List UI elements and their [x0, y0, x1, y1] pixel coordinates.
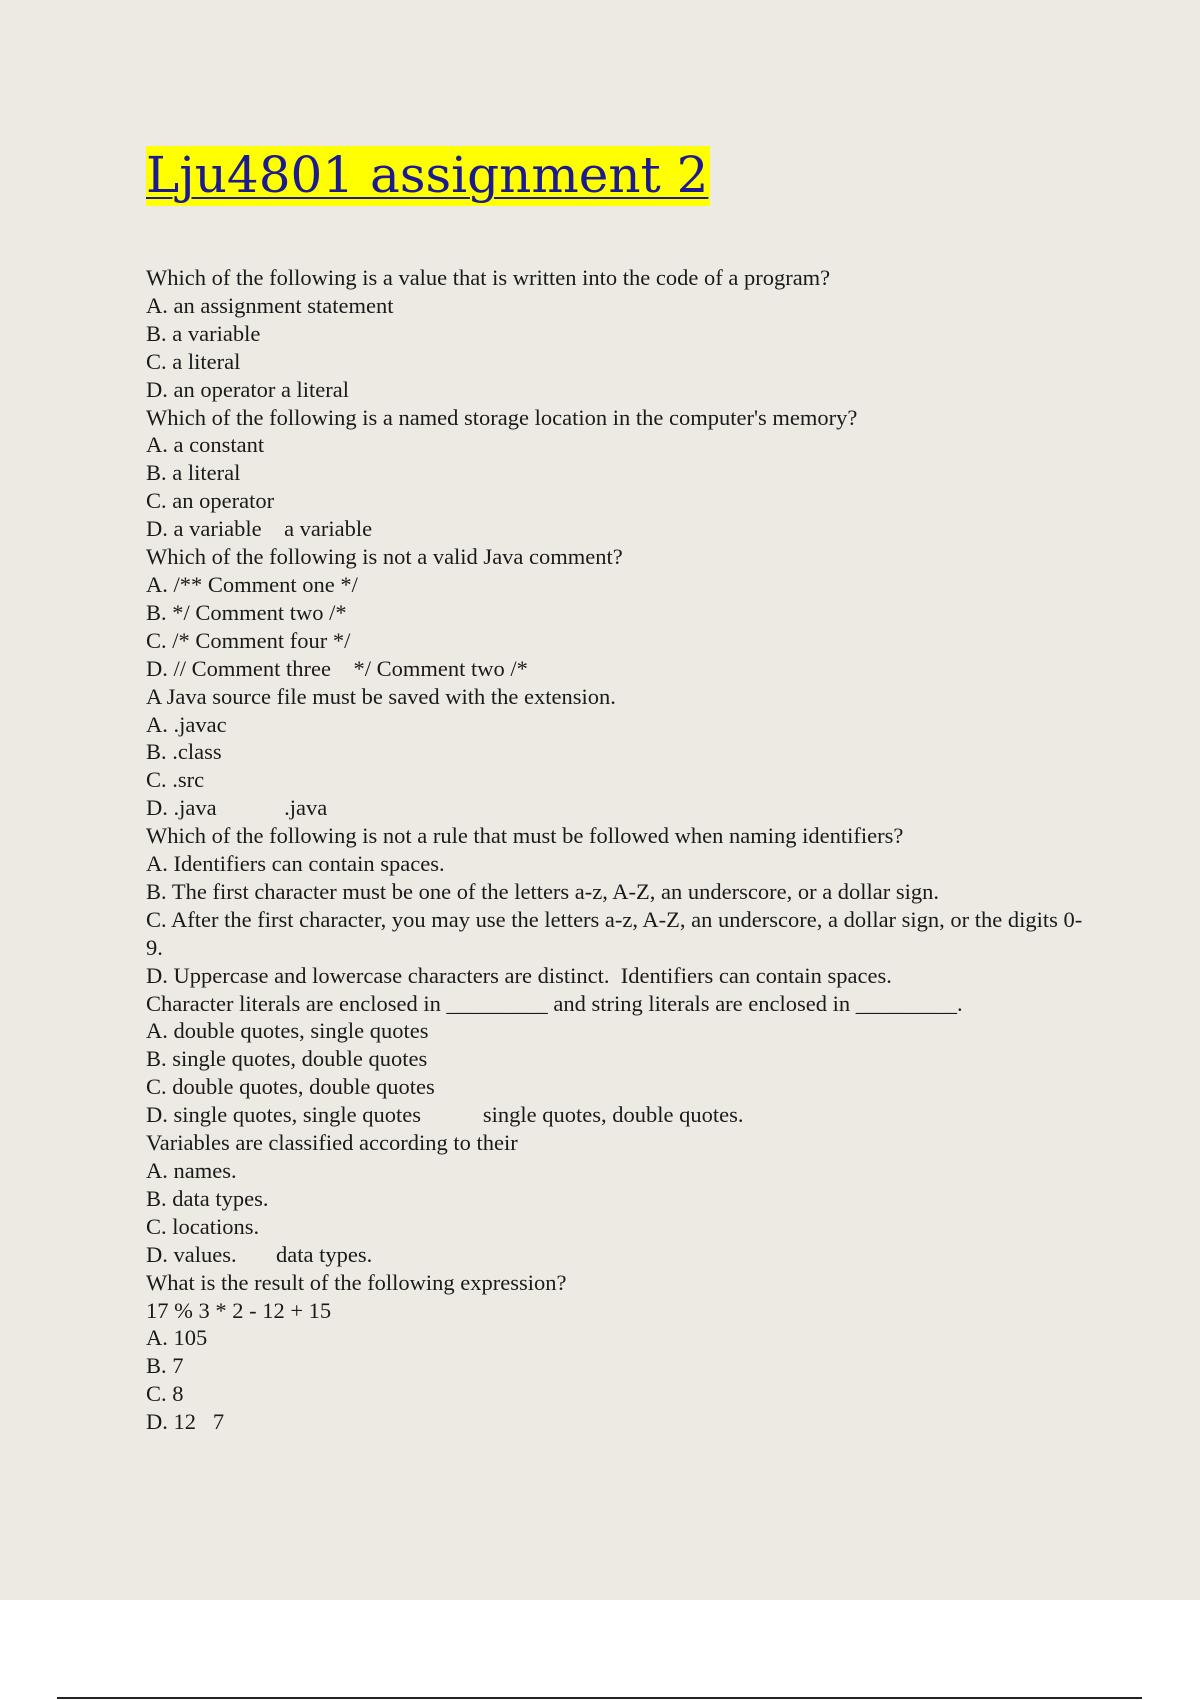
question-3-option-b: B. */ Comment two /*	[146, 599, 347, 625]
question-3-option-d: D. // Comment three */ Comment two /*	[146, 655, 528, 681]
question-8-option-a: A. 105	[146, 1325, 208, 1351]
question-7-text: Variables are classified according to their	[146, 1130, 518, 1156]
question-1-option-d: D. an operator a literal	[146, 376, 350, 402]
question-8-expression: 17 % 3 * 2 - 12 + 15	[146, 1297, 332, 1323]
question-1-option-b: B. a variable	[146, 320, 261, 346]
question-5-text: Which of the following is not a rule that must be followed when naming identifiers?	[146, 823, 904, 849]
question-1-text: Which of the following is a value that is written into the code of a program?	[146, 265, 831, 290]
question-5-option-b: B. The first character must be one of the letters a-z, A-Z, an underscore, or a dollar sign.	[146, 878, 940, 904]
question-4-option-a: A. .javac	[146, 711, 227, 737]
question-1-option-a: A. an assignment statement	[146, 292, 394, 318]
question-6-option-b: B. single quotes, double quotes	[146, 1046, 428, 1072]
question-6-option-c: C. double quotes, double quotes	[146, 1074, 435, 1100]
question-8-option-c: C. 8	[146, 1381, 184, 1407]
question-3-option-a: A. /** Comment one */	[146, 571, 358, 597]
footer-divider	[57, 1697, 1142, 1699]
question-7-option-b: B. data types.	[146, 1185, 269, 1211]
question-6-option-d: D. single quotes, single quotes single quotes, double quotes.	[146, 1102, 744, 1128]
question-2-option-d: D. a variable a variable	[146, 516, 373, 542]
question-2-option-c: C. an operator	[146, 488, 275, 514]
question-list	[146, 264, 1096, 1436]
document-title: Lju4801 assignment 2	[146, 146, 709, 204]
question-6-text: Character literals are enclosed in _________ and string literals are enclosed in _________.	[146, 990, 963, 1016]
question-4-text: A Java source file must be saved with the extension.	[146, 683, 616, 709]
question-4-option-d: D. .java .java	[146, 795, 328, 821]
question-2-option-a: A. a constant	[146, 432, 265, 458]
question-5-option-c: C. After the first character, you may use the letters a-z, A-Z, an underscore, a dollar sign, or the digits 0-9.	[146, 906, 1083, 960]
question-8-text: What is the result of the following expression?	[146, 1269, 567, 1295]
question-5-option-d: D. Uppercase and lowercase characters are distinct. Identifiers can contain spaces.	[146, 962, 892, 988]
question-2-option-b: B. a literal	[146, 460, 241, 486]
question-4-option-b: B. .class	[146, 739, 222, 765]
question-4-option-c: C. .src	[146, 767, 205, 793]
question-1-option-c: C. a literal	[146, 348, 241, 374]
question-7-option-c: C. locations.	[146, 1213, 260, 1239]
question-7-option-d: D. values. data types.	[146, 1241, 373, 1267]
question-3-text: Which of the following is not a valid Java comment?	[146, 544, 623, 570]
question-7-option-a: A. names.	[146, 1158, 237, 1183]
question-8-option-b: B. 7	[146, 1353, 184, 1379]
question-5-option-a: A. Identifiers can contain spaces.	[146, 851, 445, 877]
question-3-option-c: C. /* Comment four */	[146, 627, 351, 653]
question-6-option-a: A. double quotes, single quotes	[146, 1018, 429, 1044]
question-8-option-d: D. 12 7	[146, 1409, 225, 1435]
question-2-text: Which of the following is a named storage location in the computer's memory?	[146, 404, 858, 430]
